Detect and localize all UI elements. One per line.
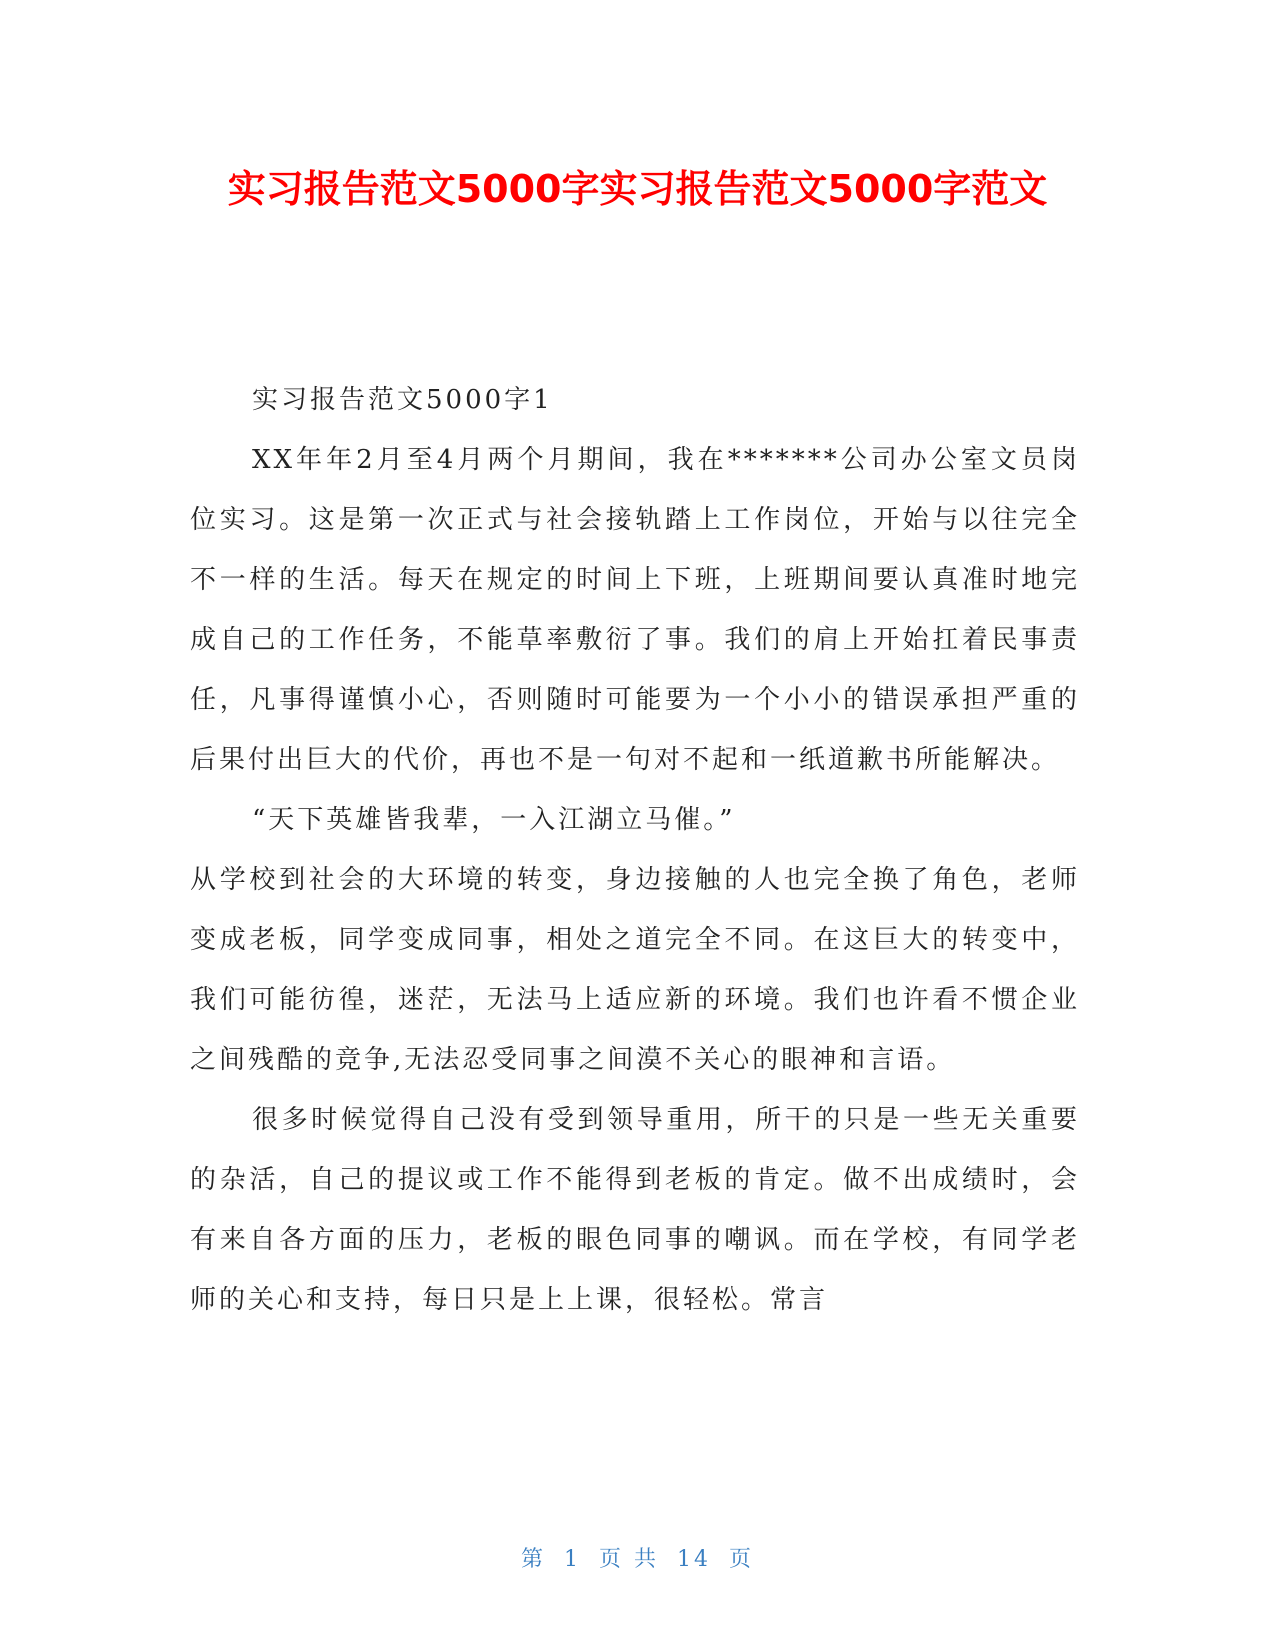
- paragraph-heading: 实习报告范文5000字1: [252, 385, 553, 415]
- paragraph: 从学校到社会的大环境的转变，身边接触的人也完全换了角色，老师变成老板，同学变成同事，相处之道完全不同。在这巨大的转变中，我们可能彷徨，迷茫，无法马上适应新的环境。我们也许看不惯企业之间残酷的竞争,无法忍受同事之间漠不关心的眼神和言语。: [190, 865, 1080, 1075]
- page-footer: [0, 1542, 1275, 1573]
- document-title: 实习报告范文5000字实习报告范文5000字范文: [227, 167, 1048, 211]
- paragraph: 很多时候觉得自己没有受到领导重用，所干的只是一些无关重要的杂活，自己的提议或工作不能得到老板的肯定。做不出成绩时，会有来自各方面的压力，老板的眼色同事的嘲讽。而在学校，有同学老师的关心和支持，每日只是上上课，很轻松。常言: [190, 1105, 1080, 1315]
- footer-label-of: 页 共: [599, 1547, 659, 1572]
- paragraph-quote: “天下英雄皆我辈，一入江湖立马催。”: [252, 805, 736, 835]
- footer-label-end: 页: [729, 1547, 755, 1572]
- paragraph: XX年年2月至4月两个月期间，我在*******公司办公室文员岗位实习。这是第一次正式与社会接轨踏上工作岗位，开始与以往完全不一样的生活。每天在规定的时间上下班，上班期间要认真准时地完成自己的工作任务，不能草率敷衍了事。我们的肩上开始扛着民事责任，凡事得谨慎小心，否则随时可能要为一个小小的错误承担严重的后果付出巨大的代价，再也不是一句对不起和一纸道歉书所能解决。: [190, 445, 1080, 775]
- document-body: [190, 370, 1080, 1330]
- footer-total-pages: 14: [677, 1547, 711, 1572]
- footer-current-page: 1: [564, 1547, 581, 1572]
- footer-label-page: 第: [520, 1547, 546, 1572]
